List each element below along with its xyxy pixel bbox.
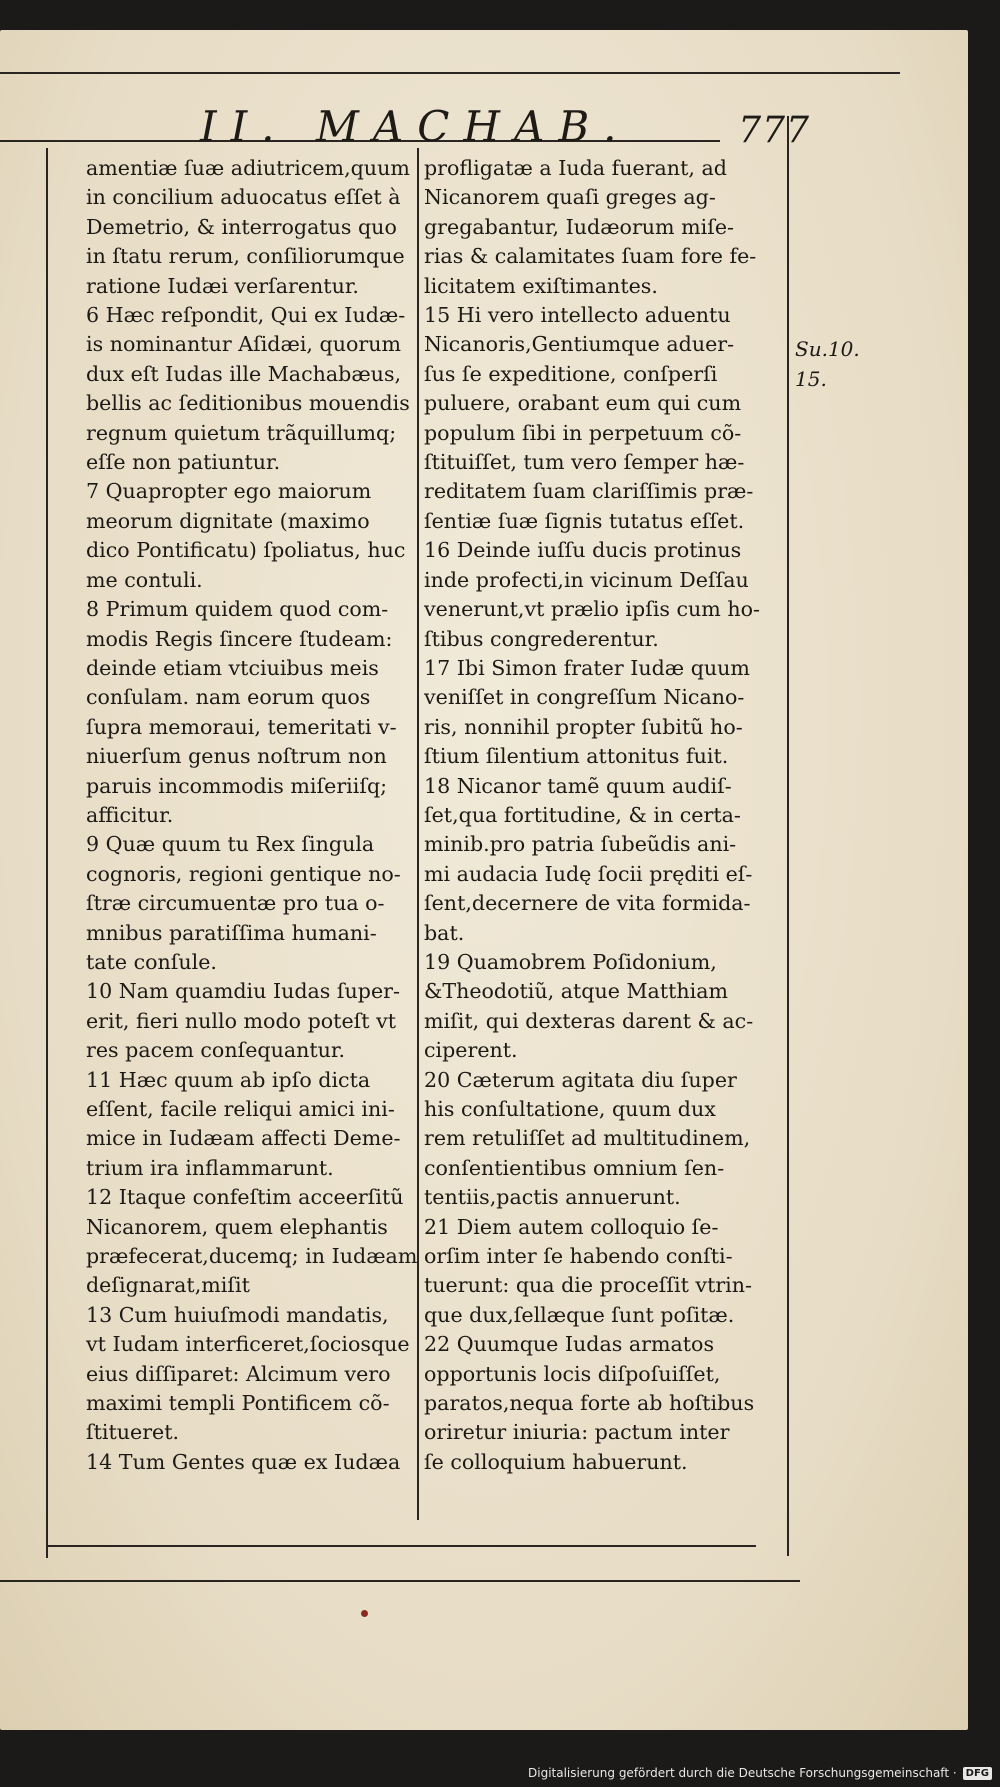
text-line: oriretur iniuria: pactum inter (424, 1420, 730, 1445)
text-line: 13 Cum huiuſmodi mandatis, (86, 1302, 389, 1327)
margin-note-line: 15. (795, 367, 827, 391)
text-line: ſtitueret. (86, 1420, 180, 1445)
text-line: 7 Quapropter ego maiorum (86, 479, 372, 504)
text-line: Demetrio, & interrogatus quo (86, 214, 397, 239)
right-border (787, 116, 789, 1556)
text-line: dux eſt Iudas ille Machabæus, (86, 361, 402, 386)
header-rule (0, 72, 900, 74)
credit-text: Digitalisierung gefördert durch die Deutsche Forschungsgemeinschaft · (528, 1766, 957, 1780)
text-line: ſupra memoraui, temeritati v- (86, 714, 397, 739)
footer-rule (46, 1545, 756, 1547)
text-line: deſignarat,miſit (86, 1273, 250, 1298)
page-number: 777 (738, 110, 810, 151)
dfg-logo: DFG (963, 1767, 992, 1780)
right-column (424, 154, 772, 1477)
text-line: puluere, orabant eum qui cum (424, 391, 742, 416)
text-line: Nicanorem quaſi greges ag- (424, 185, 716, 210)
text-line: paruis incommodis miſeriiſq; (86, 773, 388, 798)
text-line: maximi templi Pontificem cõ- (86, 1391, 390, 1416)
text-line: ſent,decernere de vita formida- (424, 891, 751, 916)
text-line: 12 Itaque confeſtim acceerſitũ (86, 1185, 404, 1210)
text-line: venerunt,vt prælio ipſis cum ho- (424, 597, 761, 622)
text-line: rias & calamitates ſuam fore fe- (424, 244, 757, 269)
text-line: ſtibus congrederentur. (424, 626, 659, 651)
marginal-reference (795, 334, 875, 394)
text-line: populum ſibi in perpetuum cõ- (424, 420, 742, 445)
text-line: Nicanoris,Gentiumque aduer- (424, 332, 735, 357)
margin-note-line: Su.10. (795, 337, 860, 361)
text-line: modis Regis ſincere ſtudeam: (86, 626, 393, 651)
text-line: ſet,qua fortitudine, & in certa- (424, 802, 741, 827)
text-line: orſim inter ſe habendo conſti- (424, 1244, 733, 1269)
text-line: præfecerat,ducemq; in Iudæam (86, 1244, 418, 1269)
text-line: 18 Nicanor tamẽ quum audiſ- (424, 773, 732, 798)
running-title: II. MACHAB. (200, 102, 631, 151)
text-line: 17 Ibi Simon frater Iudæ quum (424, 655, 750, 680)
text-line: inde profecti,in vicinum Deſſau (424, 567, 749, 592)
text-line: res pacem conſequantur. (86, 1038, 346, 1063)
text-line: deinde etiam vtciuibus meis (86, 655, 379, 680)
text-line: 11 Hæc quum ab ipſo dicta (86, 1067, 371, 1092)
text-line: cognoris, regioni gentique no- (86, 861, 401, 886)
text-line: rem retuliſſet ad multitudinem, (424, 1126, 751, 1151)
bottom-rule (0, 1580, 800, 1582)
text-line: conſentientibus omnium ſen- (424, 1155, 725, 1180)
text-line: eius diſſiparet: Alcimum vero (86, 1361, 391, 1386)
text-line: me contuli. (86, 567, 203, 592)
text-line: 22 Quumque Iudas armatos (424, 1332, 715, 1357)
text-line: ris, nonnihil propter ſubitũ ho- (424, 714, 743, 739)
text-line: ciperent. (424, 1038, 518, 1063)
text-line: 21 Diem autem colloquio ſe- (424, 1214, 719, 1239)
text-line: bat. (424, 920, 465, 945)
text-line: 19 Quamobrem Poſidonium, (424, 949, 717, 974)
text-line: miſit, qui dexteras darent & ac- (424, 1008, 754, 1033)
text-line: 9 Quæ quum tu Rex ſingula (86, 832, 375, 857)
text-line: mice in Iudæam affecti Deme- (86, 1126, 401, 1151)
text-line: regnum quietum trãquillumq; (86, 420, 397, 445)
text-line: 20 Cæterum agitata diu ſuper (424, 1067, 737, 1092)
text-line: reditatem ſuam clariſſimis præ- (424, 479, 754, 504)
text-line: eſſent, facile reliqui amici ini- (86, 1097, 395, 1121)
text-line: 6 Hæc reſpondit, Qui ex Iudæ- (86, 303, 406, 328)
text-line: profligatæ a Iuda fuerant, ad (424, 156, 727, 180)
text-line: tuerunt: qua die proceſſit vtrin- (424, 1273, 752, 1298)
text-line: in ſtatu rerum, conſiliorumque (86, 244, 405, 269)
text-line: 15 Hi vero intellecto aduentu (424, 303, 731, 328)
text-line: 14 Tum Gentes quæ ex Iudæa (86, 1449, 401, 1474)
text-line: mnibus paratiſſima humani- (86, 920, 377, 945)
text-line: ſtræ circumuentæ pro tua o- (86, 891, 385, 916)
text-line: ſentiæ ſuæ ſignis tutatus eſſet. (424, 508, 745, 533)
text-line: meorum dignitate (maximo (86, 508, 370, 533)
text-line: conſulam. nam eorum quos (86, 685, 371, 710)
text-line: dico Pontificatu) ſpoliatus, huc (86, 538, 406, 563)
text-line: erit, fieri nullo modo poteſt vt (86, 1008, 396, 1033)
text-line: in concilium aduocatus eſſet à (86, 185, 401, 210)
page-header (200, 95, 810, 151)
text-line: gregabantur, Iudæorum miſe- (424, 214, 735, 239)
text-line: niuerſum genus noſtrum non (86, 744, 387, 769)
text-line: is nominantur Aſidæi, quorum (86, 332, 401, 357)
text-line: Nicanorem, quem elephantis (86, 1214, 388, 1239)
left-border (46, 148, 48, 1558)
text-line: minib.pro patria ſubeũdis ani- (424, 832, 737, 857)
text-line: afficitur. (86, 802, 174, 827)
text-line: ſtituiſſet, tum vero ſemper hæ- (424, 450, 745, 475)
text-line: licitatem exiſtimantes. (424, 273, 658, 298)
text-line: bellis ac ſeditionibus mouendis (86, 391, 410, 416)
text-line: tentiis,pactis annuerunt. (424, 1185, 681, 1210)
text-line: amentiæ ſuæ adiutricem,quum (86, 156, 410, 180)
text-line: 10 Nam quamdiu Iudas ſuper- (86, 979, 400, 1004)
text-line: ſe colloquium habuerunt. (424, 1449, 688, 1474)
ink-spot (361, 1610, 368, 1617)
text-line: paratos,nequa forte ab hoſtibus (424, 1391, 755, 1416)
text-line: trium ira inflammarunt. (86, 1155, 334, 1180)
text-line: ratione Iudæi verſarentur. (86, 273, 359, 298)
digitization-credit (528, 1763, 992, 1783)
text-line: ſtium ſilentium attonitus fuit. (424, 744, 729, 769)
text-line: tate conſule. (86, 949, 217, 974)
text-line: que dux,ſellæque ſunt poſitæ. (424, 1302, 735, 1327)
text-line: eſſe non patiuntur. (86, 450, 281, 475)
text-line: veniſſet in congreſſum Nicano- (424, 685, 745, 710)
text-line: vt Iudam interficeret,ſociosque (86, 1332, 410, 1357)
text-line: opportunis locis diſpoſuiſſet, (424, 1361, 721, 1386)
text-line: ſus ſe expeditione, conſperſi (424, 361, 718, 386)
text-line: his conſultatione, quum dux (424, 1097, 716, 1121)
text-line: 16 Deinde iuſſu ducis protinus (424, 538, 742, 563)
left-column (86, 154, 418, 1477)
text-line: 8 Primum quidem quod com- (86, 597, 389, 622)
text-line: mi audacia Iudę ſocii pręditi eſ- (424, 861, 753, 886)
text-line: &Theodotiũ, atque Matthiam (424, 979, 729, 1004)
